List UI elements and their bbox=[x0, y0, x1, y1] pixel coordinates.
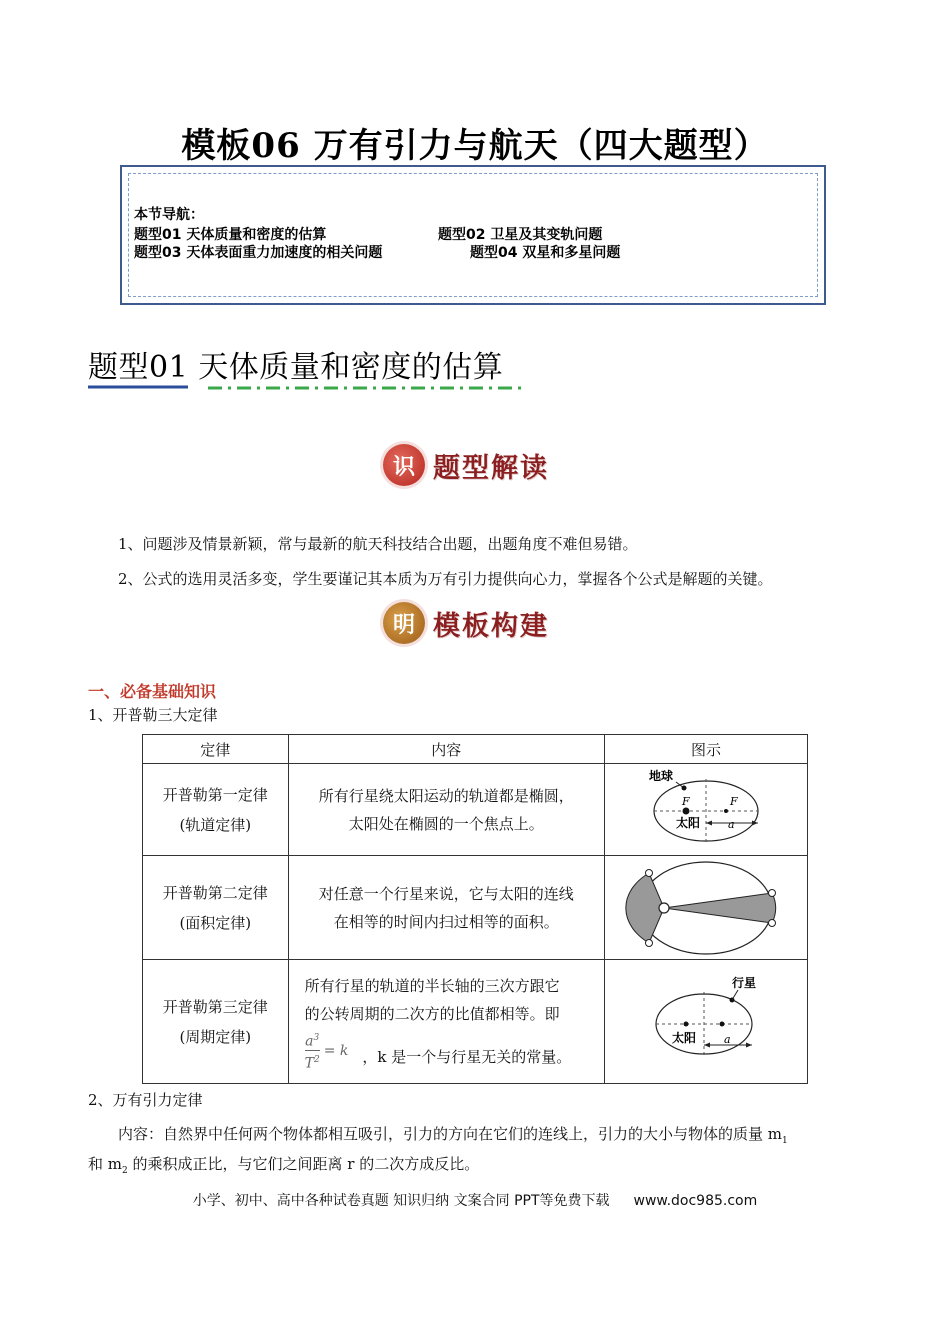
gravitation-content-line-1 bbox=[118, 1123, 788, 1146]
build-badge-icon: 明 bbox=[383, 602, 425, 644]
focus-label: F bbox=[681, 794, 690, 808]
sun-label: 太阳 bbox=[671, 1030, 696, 1045]
table-row bbox=[143, 960, 808, 1084]
build-badge-label: 模板构建 bbox=[433, 610, 549, 642]
interpretation-2: 2、公式的选用灵活多变，学生要谨记其本质为万有引力提供向心力，掌握各个公式是解题的关键。 bbox=[118, 570, 773, 588]
formula-denominator-exponent: 2 bbox=[313, 1054, 320, 1065]
equal-area-diagram bbox=[606, 858, 806, 958]
page-title: 模板06 万有引力与航天（四大题型） bbox=[181, 126, 769, 166]
kepler-laws-table bbox=[142, 734, 808, 1084]
law-content-line: 所有行星的轨道的半长轴的三次方跟它 bbox=[304, 976, 560, 995]
nav-label: 本节导航： bbox=[134, 207, 204, 223]
law-content-line: 太阳处在椭圆的一个焦点上。 bbox=[348, 814, 544, 833]
nav-item-2[interactable]: 题型02 卫星及其变轨问题 bbox=[438, 227, 603, 243]
section-heading: 题型01 天体质量和密度的估算 bbox=[88, 350, 504, 385]
heading-underline bbox=[88, 384, 528, 392]
footer-text: 小学、初中、高中各种试卷真题 知识归纳 文案合同 PPT等免费下载 bbox=[192, 1193, 610, 1209]
semi-axis-label: a bbox=[727, 817, 735, 831]
nav-item-1[interactable]: 题型01 天体质量和密度的估算 bbox=[134, 227, 327, 243]
semi-axis-label: a bbox=[723, 1032, 731, 1046]
knowledge-heading: 一、必备基础知识 bbox=[88, 682, 217, 701]
sun-label: 太阳 bbox=[675, 815, 700, 830]
gravitation-text: 的乘积成正比，与它们之间距离 r 的二次方成反比。 bbox=[127, 1155, 480, 1173]
section-nav-box bbox=[120, 165, 826, 305]
interpretation-1: 1、问题涉及情景新颖，常与最新的航天科技结合出题，出题角度不难但易错。 bbox=[118, 535, 638, 553]
gravitation-text: 内容：自然界中任何两个物体都相互吸引，引力的方向在它们的连线上，引力的大小与物体的质量 m bbox=[118, 1125, 782, 1143]
column-header: 图示 bbox=[604, 735, 807, 764]
earth-label: 地球 bbox=[648, 768, 673, 783]
kepler-heading: 1、开普勒三大定律 bbox=[88, 706, 218, 724]
focus-label: F bbox=[729, 794, 738, 808]
subscript: 1 bbox=[782, 1136, 788, 1146]
subscript: 2 bbox=[122, 1166, 128, 1176]
formula-numerator-exponent: 3 bbox=[313, 1032, 320, 1043]
table-row bbox=[143, 856, 808, 960]
nav-item-4[interactable]: 题型04 双星和多星问题 bbox=[470, 245, 621, 261]
column-header: 定律 bbox=[143, 735, 289, 764]
law-name: 开普勒第二定律 bbox=[162, 883, 268, 902]
footer bbox=[0, 1190, 950, 1210]
formula-denominator: T bbox=[304, 1055, 314, 1072]
interpret-badge-label: 题型解读 bbox=[433, 452, 549, 484]
table-row bbox=[143, 764, 808, 856]
gravitation-text: 和 m bbox=[88, 1155, 122, 1173]
column-header: 内容 bbox=[288, 735, 604, 764]
planet-label: 行星 bbox=[731, 975, 756, 990]
law-alias: (面积定律) bbox=[179, 913, 252, 932]
gravitation-content-line-2 bbox=[88, 1153, 479, 1176]
footer-url[interactable]: www.doc985.com bbox=[633, 1193, 758, 1209]
law-content-line: 的公转周期的二次方的比值都相等。即 bbox=[304, 1004, 560, 1023]
interpret-badge bbox=[383, 444, 549, 486]
law-alias: (轨道定律) bbox=[179, 815, 252, 834]
build-badge bbox=[383, 602, 549, 644]
law-alias: (周期定律) bbox=[179, 1027, 252, 1046]
ellipse-orbit-diagram bbox=[606, 766, 806, 854]
period-law-diagram bbox=[606, 972, 806, 1072]
law-content-line: 所有行星绕太阳运动的轨道都是椭圆， bbox=[318, 786, 574, 805]
kepler-third-law-formula bbox=[305, 1030, 349, 1071]
gravitation-heading: 2、万有引力定律 bbox=[88, 1091, 203, 1109]
formula-rhs: = k bbox=[323, 1042, 349, 1059]
formula-numerator: a bbox=[305, 1033, 314, 1050]
law-name: 开普勒第三定律 bbox=[162, 997, 268, 1016]
nav-item-3[interactable]: 题型03 天体表面重力加速度的相关问题 bbox=[134, 245, 383, 261]
law-content-line: 对任意一个行星来说，它与太阳的连线 bbox=[318, 884, 574, 903]
interpret-badge-icon: 识 bbox=[383, 444, 425, 486]
law-content-tail: ，k 是一个与行星无关的常量。 bbox=[362, 1048, 572, 1067]
law-name: 开普勒第一定律 bbox=[162, 785, 268, 804]
table-header-row bbox=[143, 735, 808, 764]
law-content-line: 在相等的时间内扫过相等的面积。 bbox=[333, 912, 559, 931]
